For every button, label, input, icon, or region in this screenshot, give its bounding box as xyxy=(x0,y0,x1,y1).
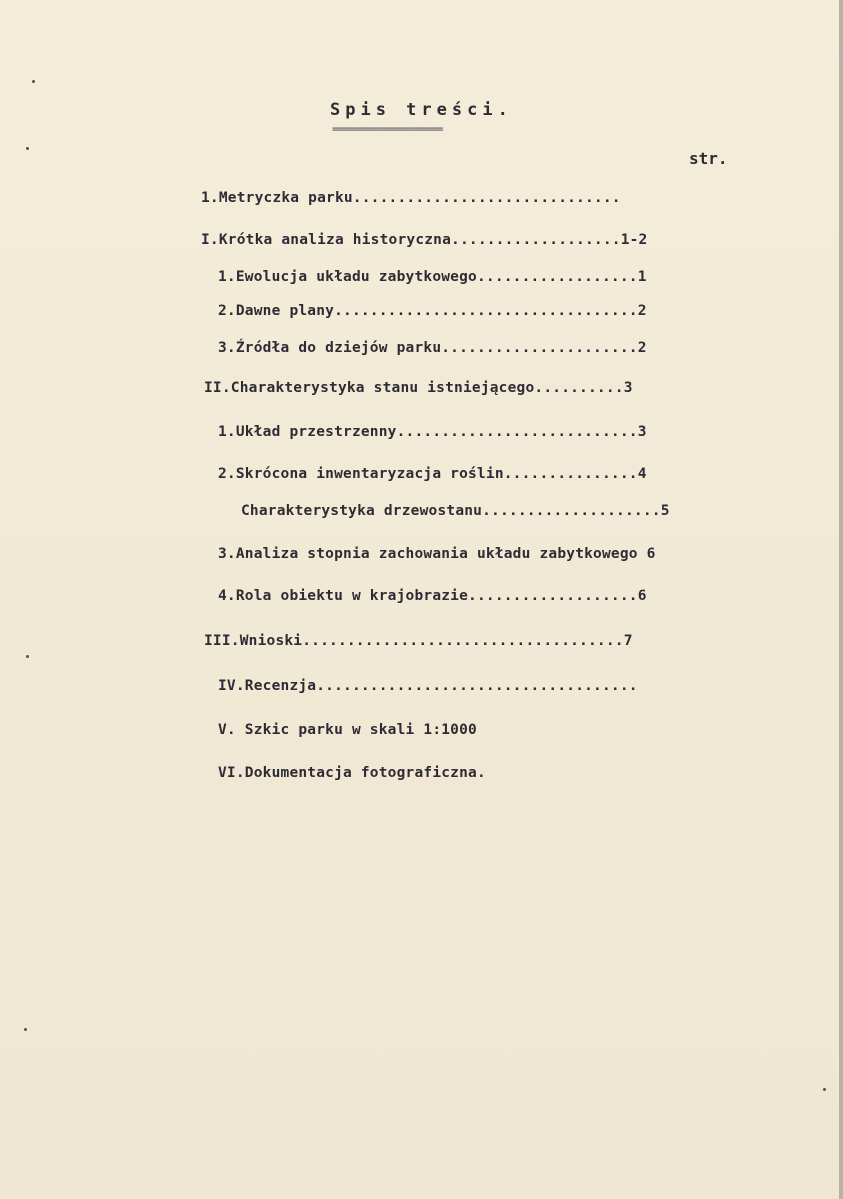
toc-entry-dokumentacja: VI.Dokumentacja fotograficzna. xyxy=(218,765,486,781)
toc-entry-dawne-plany: 2.Dawne plany..................................2 xyxy=(218,303,647,319)
toc-entry-inwentaryzacja: 2.Skrócona inwentaryzacja roślin...............4 xyxy=(218,466,647,482)
paper-speck xyxy=(823,1088,826,1091)
toc-entry-ewolucja: 1.Ewolucja układu zabytkowego..................1 xyxy=(218,269,647,285)
toc-entry-wnioski: III.Wnioski....................................7 xyxy=(204,633,633,649)
toc-entry-analiza-stopnia: 3.Analiza stopnia zachowania układu zabytkowego 6 xyxy=(218,546,656,562)
toc-entry-recenzja: IV.Recenzja.................................... xyxy=(218,678,638,694)
paper-speck xyxy=(32,80,35,83)
page-column-label: str. xyxy=(689,149,728,168)
paper-speck xyxy=(24,1028,27,1031)
page-title: Spis treści. xyxy=(330,100,513,120)
paper-speck xyxy=(26,147,29,150)
toc-entry-rola-obiektu: 4.Rola obiektu w krajobrazie...................6 xyxy=(218,588,647,604)
toc-entry-charakterystyka-stanu: II.Charakterystyka stanu istniejącego..........3 xyxy=(204,380,633,396)
toc-entry-szkic: V. Szkic parku w skali 1:1000 xyxy=(218,722,477,738)
toc-entry-krotka-analiza: I.Krótka analiza historyczna...................1-2 xyxy=(201,232,648,248)
toc-entry-metryczka: 1.Metryczka parku.............................. xyxy=(201,190,621,206)
title-underline: ====================== xyxy=(332,124,443,135)
paper-speck xyxy=(26,655,29,658)
toc-entry-uklad-przestrzenny: 1.Układ przestrzenny...........................3 xyxy=(218,424,647,440)
toc-entry-zrodla: 3.Źródła do dziejów parku......................2 xyxy=(218,340,647,356)
toc-entry-drzewostan: Charakterystyka drzewostanu....................5 xyxy=(241,503,670,519)
